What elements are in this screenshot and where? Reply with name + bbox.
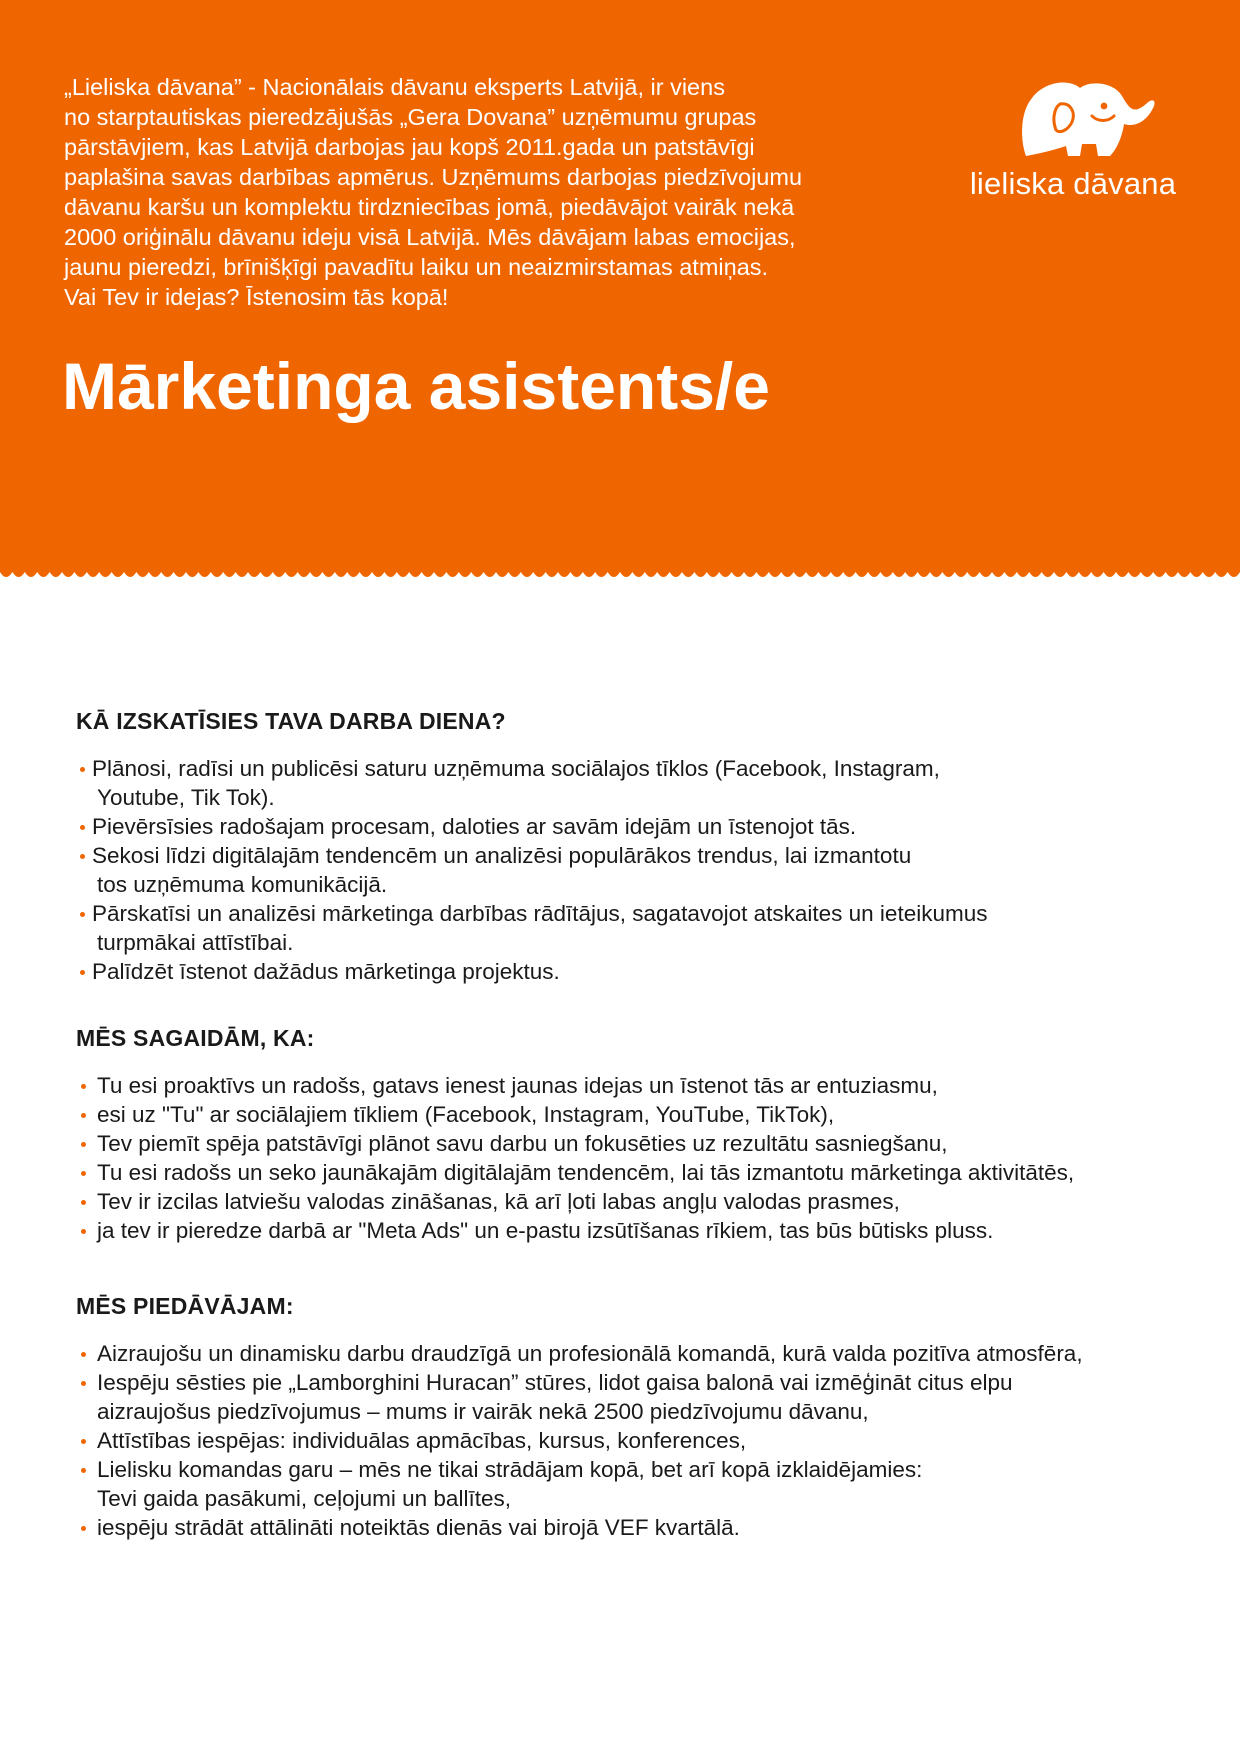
list-item-text: ja tev ir pieredze darbā ar "Meta Ads" un e-pastu izsūtīšanas rīkiem, tas būs būtisks pluss. bbox=[97, 1218, 994, 1243]
list-item-text: Youtube, Tik Tok). bbox=[97, 785, 275, 810]
elephant-icon bbox=[1018, 74, 1158, 158]
intro-line: paplašina savas darbības apmērus. Uzņēmums darbojas piedzīvojumu bbox=[64, 164, 803, 190]
list-item bbox=[76, 1158, 1176, 1187]
list-item-text: Tevi gaida pasākumi, ceļojumi un ballītes, bbox=[97, 1486, 511, 1511]
section-heading: MĒS PIEDĀVĀJAM: bbox=[76, 1293, 294, 1319]
list-item-text: turpmākai attīstībai. bbox=[97, 930, 294, 955]
bullet-dot-icon bbox=[81, 1142, 86, 1147]
section-heading: MĒS SAGAIDĀM, KA: bbox=[76, 1025, 315, 1051]
bullet-dot-icon bbox=[81, 1381, 86, 1386]
bullet-dot-icon bbox=[80, 854, 85, 859]
list-item bbox=[76, 899, 1176, 957]
list-item bbox=[76, 1455, 1176, 1513]
company-logo bbox=[958, 74, 1188, 204]
logo-wordmark: lieliska dāvana bbox=[969, 166, 1177, 201]
list-item-text: Attīstības iespējas: individuālas apmācības, kursus, konferences, bbox=[97, 1428, 747, 1453]
list-item bbox=[76, 1339, 1176, 1368]
intro-line: jaunu pieredzi, brīnišķīgi pavadītu laiku un neaizmirstamas atmiņas. bbox=[64, 254, 769, 280]
list-item-text: Tu esi radošs un seko jaunākajām digitālajām tendencēm, lai tās izmantotu mārketinga aktivitātēs, bbox=[97, 1160, 1075, 1185]
company-intro bbox=[64, 72, 864, 312]
bullet-dot-icon bbox=[80, 767, 85, 772]
list-item-text: aizraujošus piedzīvojumus – mums ir vairāk nekā 2500 piedzīvojumu dāvanu, bbox=[97, 1399, 869, 1424]
header-banner bbox=[0, 0, 1240, 568]
bullet-dot-icon bbox=[80, 970, 85, 975]
list-item-text: Pārskatīsi un analizēsi mārketinga darbības rādītājus, sagatavojot atskaites un ieteikumus bbox=[92, 901, 988, 926]
intro-line: dāvanu karšu un komplektu tirdzniecības jomā, piedāvājot vairāk nekā bbox=[64, 194, 795, 220]
bullet-dot-icon bbox=[81, 1526, 86, 1531]
job-title: Mārketinga asistents/e bbox=[62, 349, 770, 423]
bullet-list bbox=[76, 1071, 1176, 1245]
bullet-dot-icon bbox=[81, 1229, 86, 1234]
list-item-text: tos uzņēmuma komunikācijā. bbox=[97, 872, 388, 897]
list-item-text: Plānosi, radīsi un publicēsi saturu uzņēmuma sociālajos tīklos (Facebook, Instagram, bbox=[92, 756, 940, 781]
section-work-day bbox=[76, 706, 1176, 986]
list-item bbox=[76, 841, 1176, 899]
bullet-dot-icon bbox=[81, 1352, 86, 1357]
list-item bbox=[76, 754, 1176, 812]
scalloped-edge bbox=[0, 568, 1240, 580]
list-item-text: Tev ir izcilas latviešu valodas zināšanas, kā arī ļoti labas angļu valodas prasmes, bbox=[97, 1189, 900, 1214]
list-item bbox=[76, 1071, 1176, 1100]
bullet-dot-icon bbox=[81, 1171, 86, 1176]
list-item-text: Pievērsīsies radošajam procesam, daloties ar savām idejām un īstenojot tās. bbox=[92, 814, 857, 839]
list-item bbox=[76, 957, 1176, 986]
list-item bbox=[76, 1426, 1176, 1455]
intro-line: 2000 oriģinālu dāvanu ideju visā Latvijā. Mēs dāvājam labas emocijas, bbox=[64, 224, 796, 250]
bullet-dot-icon bbox=[81, 1439, 86, 1444]
list-item bbox=[76, 1513, 1176, 1542]
section-expectations bbox=[76, 1023, 1176, 1245]
list-item bbox=[76, 1129, 1176, 1158]
bullet-dot-icon bbox=[81, 1113, 86, 1118]
list-item-text: esi uz "Tu" ar sociālajiem tīkliem (Facebook, Instagram, YouTube, TikTok), bbox=[97, 1102, 835, 1127]
list-item bbox=[76, 812, 1176, 841]
intro-line: „Lieliska dāvana” - Nacionālais dāvanu eksperts Latvijā, ir viens bbox=[64, 74, 725, 100]
list-item-text: Sekosi līdzi digitālajām tendencēm un analizēsi populārākos trendus, lai izmantotu bbox=[92, 843, 912, 868]
list-item-text: Aizraujošu un dinamisku darbu draudzīgā un profesionālā komandā, kurā valda pozitīva atmosfēra, bbox=[97, 1341, 1083, 1366]
section-offer bbox=[76, 1291, 1176, 1542]
intro-line: Vai Tev ir idejas? Īstenosim tās kopā! bbox=[64, 284, 449, 310]
bullet-dot-icon bbox=[80, 912, 85, 917]
bullet-list bbox=[76, 1339, 1176, 1542]
bullet-list bbox=[76, 754, 1176, 986]
bullet-dot-icon bbox=[81, 1084, 86, 1089]
intro-line: pārstāvjiem, kas Latvijā darbojas jau kopš 2011.gada un patstāvīgi bbox=[64, 134, 755, 160]
list-item-text: Lielisku komandas garu – mēs ne tikai strādājam kopā, bet arī kopā izklaidējamies: bbox=[97, 1457, 923, 1482]
list-item-text: Iespēju sēsties pie „Lamborghini Huracan” stūres, lidot gaisa balonā vai izmēģināt citus elpu bbox=[97, 1370, 1013, 1395]
list-item bbox=[76, 1368, 1176, 1426]
list-item bbox=[76, 1216, 1176, 1245]
list-item bbox=[76, 1187, 1176, 1216]
list-item bbox=[76, 1100, 1176, 1129]
bullet-dot-icon bbox=[81, 1200, 86, 1205]
bullet-dot-icon bbox=[80, 825, 85, 830]
intro-line: no starptautiskas pieredzājušās „Gera Dovana” uzņēmumu grupas bbox=[64, 104, 757, 130]
list-item-text: Tev piemīt spēja patstāvīgi plānot savu darbu un fokusēties uz rezultātu sasniegšanu, bbox=[97, 1131, 948, 1156]
list-item-text: Tu esi proaktīvs un radošs, gatavs ienest jaunas idejas un īstenot tās ar entuziasmu, bbox=[97, 1073, 938, 1098]
bullet-dot-icon bbox=[81, 1468, 86, 1473]
section-heading: KĀ IZSKATĪSIES TAVA DARBA DIENA? bbox=[76, 708, 506, 734]
list-item-text: iespēju strādāt attālināti noteiktās dienās vai birojā VEF kvartālā. bbox=[97, 1515, 740, 1540]
list-item-text: Palīdzēt īstenot dažādus mārketinga projektus. bbox=[92, 959, 560, 984]
